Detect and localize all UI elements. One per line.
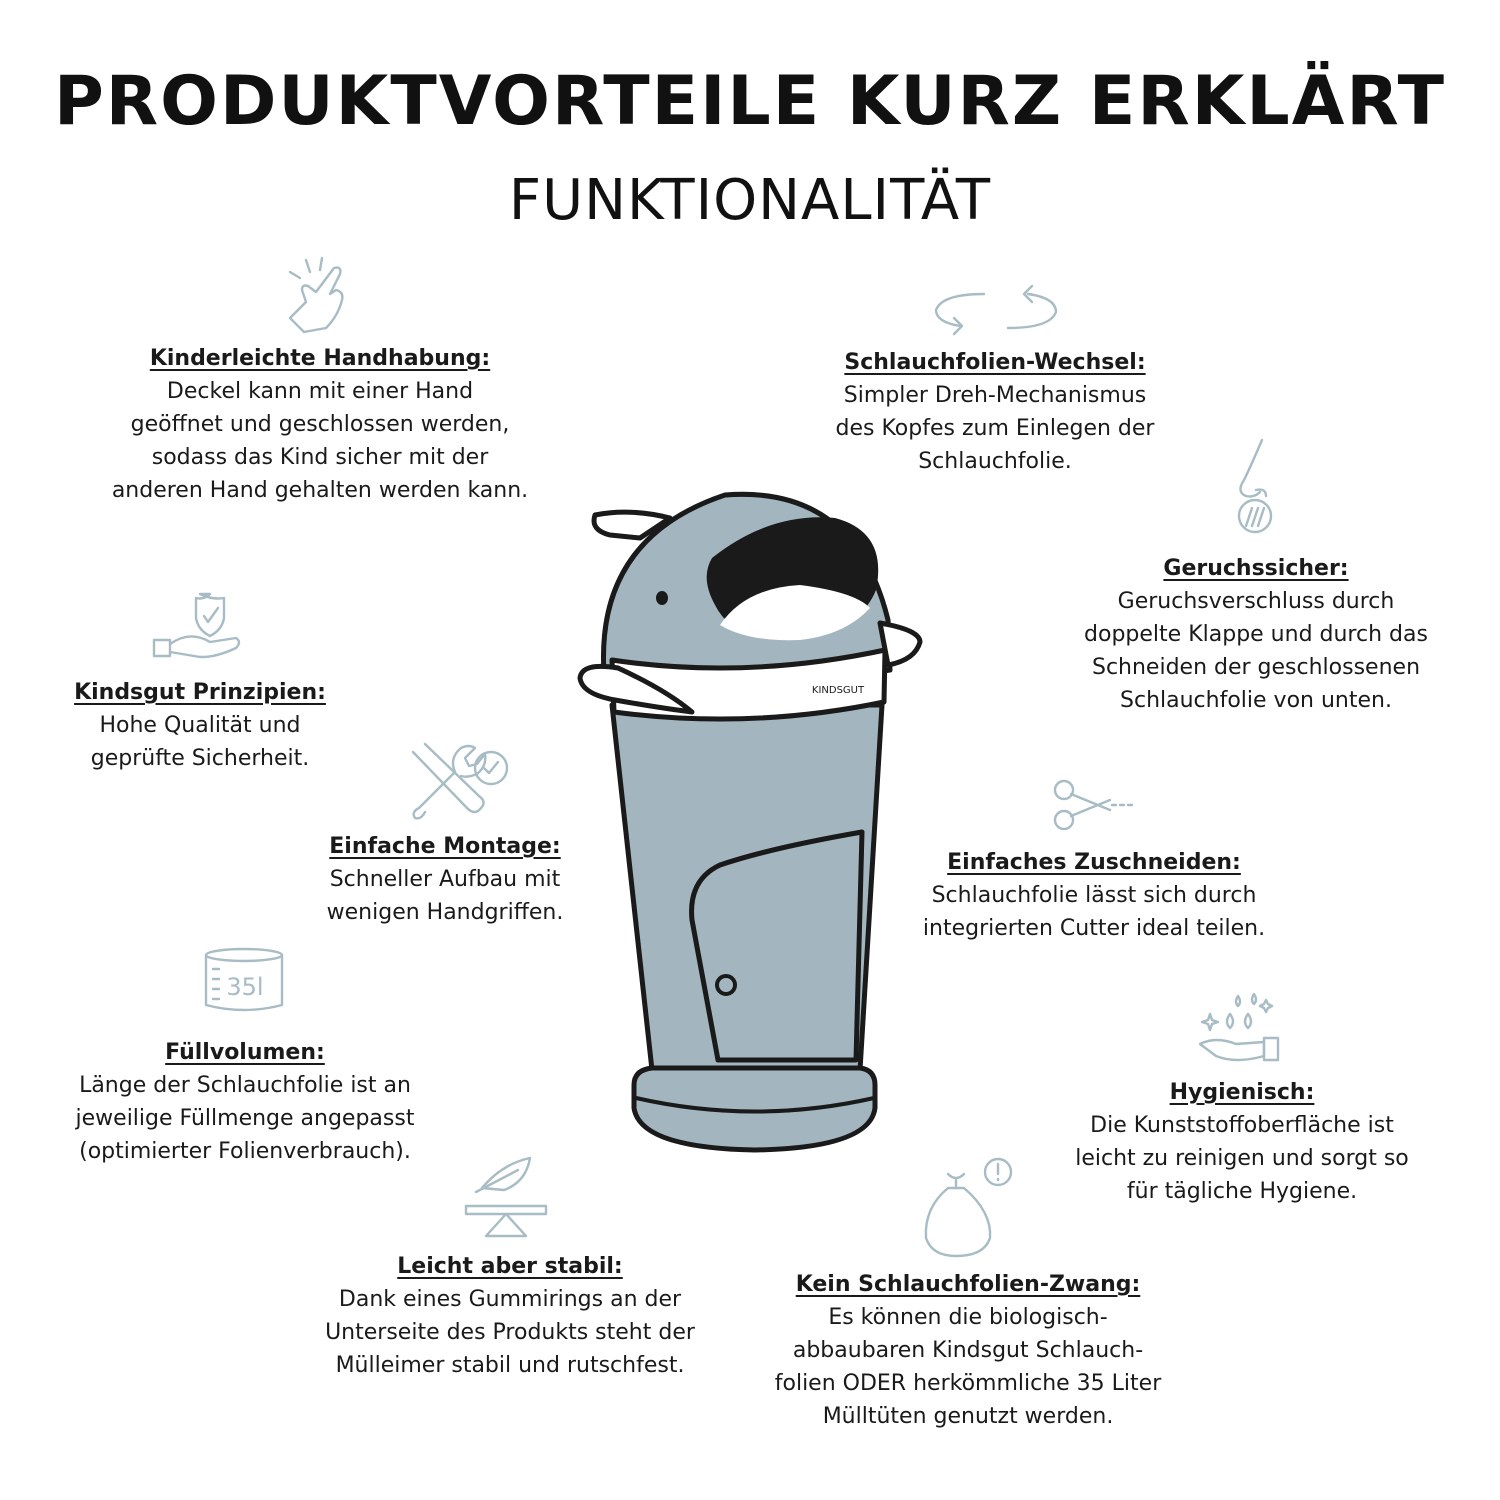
shield-hand-icon [150,590,245,662]
scissors-icon [1050,778,1132,832]
tools-check-icon [405,742,515,820]
volume-container-icon [203,947,285,1013]
feature-body: Hohe Qualität und geprüfte Sicherheit. [90,713,310,771]
page-subtitle: FUNKTIONALITÄT [508,168,992,233]
nose-smell-icon [1230,438,1280,534]
feature-heading: Füllvolumen: [165,1040,325,1065]
feature-volume [60,1036,430,1168]
diaper-bin-illustration [570,480,930,1160]
feature-heading: Hygienisch: [1169,1080,1315,1105]
feature-stability [320,1250,700,1382]
volume-label: 35l [226,973,264,1001]
feature-heading: Kinderleichte Handhabung: [149,346,491,371]
feature-heading: Schlauchfolien-Wechsel: [844,350,1146,375]
pointing-hand-icon [282,256,354,336]
feature-principles [60,676,340,775]
feature-heading: Leicht aber stabil: [397,1254,623,1279]
feature-body: Deckel kann mit einer Hand geöffnet und geschlossen werden, sodass das Kind sicher mit der anderen Hand gehalten werden kann. [111,379,529,503]
feature-body: Es können die biologisch- abbaubaren Kindsgut Schlauch- folien ODER herkömmliche 35 Liter Mülltüten genutzt werden. [774,1305,1162,1429]
feature-body: Geruchsverschluss durch doppelte Klappe und durch das Schneiden der geschlossenen Schlauchfolie von unten. [1084,589,1428,713]
feature-body: Simpler Dreh-Mechanismus des Kopfes zum Einlegen der Schlauchfolie. [835,383,1155,474]
bag-alert-icon [918,1158,1014,1258]
brand-mark: KINDSGUT [811,685,865,696]
feature-cutting [920,846,1268,945]
feature-body: Schneller Aufbau mit wenigen Handgriffen. [326,867,564,925]
feature-body: Die Kunststoffoberfläche ist leicht zu reinigen und sorgt so für tägliche Hygiene. [1075,1113,1409,1204]
feature-body: Schlauchfolie lässt sich durch integrierten Cutter ideal teilen. [922,883,1266,941]
drops-hand-icon [1196,992,1282,1068]
feather-scale-icon [462,1156,550,1242]
feature-bags [770,1268,1166,1433]
rotate-arrows-icon [932,284,1060,336]
page-title: PRODUKTVORTEILE KURZ ERKLÄRT [53,62,1447,141]
feature-heading: Einfache Montage: [329,834,561,859]
feature-handling [100,342,540,507]
feature-heading: Geruchssicher: [1163,556,1349,581]
feature-odor [1075,552,1437,717]
feature-body: Länge der Schlauchfolie ist an jeweilige Füllmenge angepasst (optimierter Folienverbrauch). [75,1073,415,1164]
feature-refill [820,346,1170,478]
feature-heading: Kindsgut Prinzipien: [74,680,326,705]
feature-hygiene [1070,1076,1414,1208]
feature-heading: Einfaches Zuschneiden: [947,850,1241,875]
feature-assembly [305,830,585,929]
feature-heading: Kein Schlauchfolien-Zwang: [795,1272,1141,1297]
feature-body: Dank eines Gummirings an der Unterseite des Produkts steht der Mülleimer stabil und rutschfest. [325,1287,695,1378]
